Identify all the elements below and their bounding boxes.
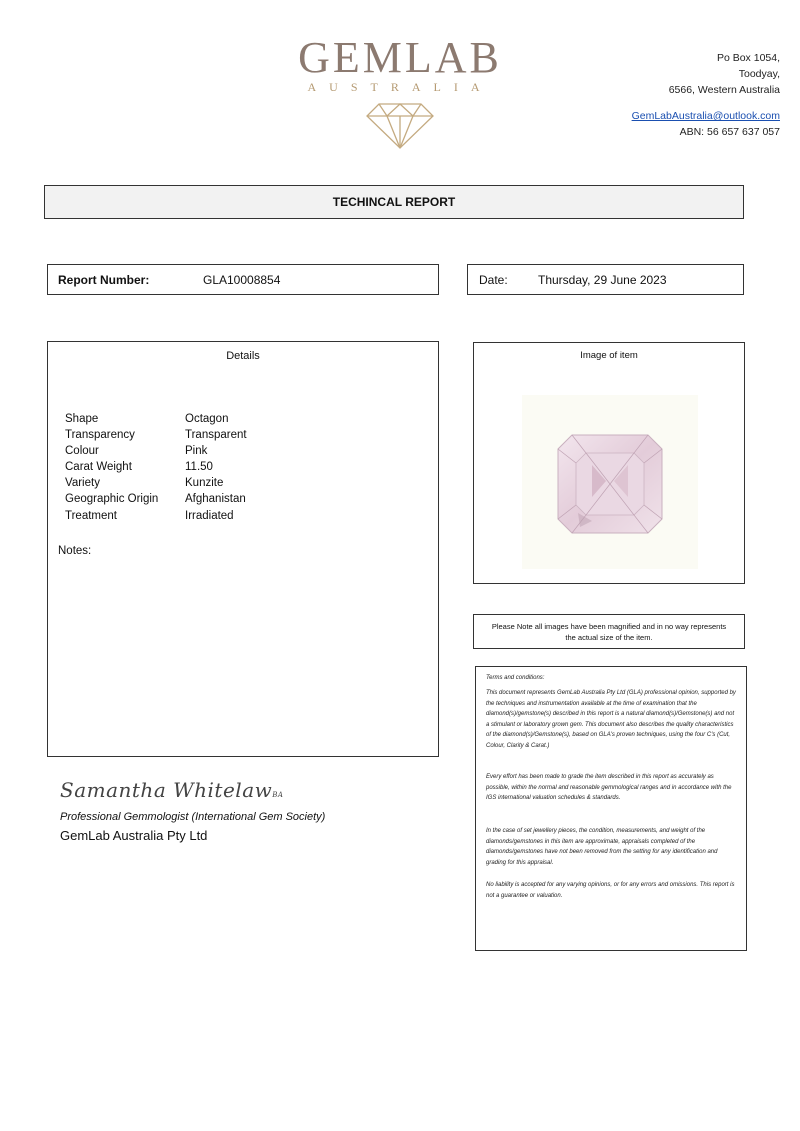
detail-row-treatment — [65, 510, 234, 522]
signatory-company: GemLab Australia Pty Ltd — [60, 828, 208, 843]
address-line-3: 6566, Western Australia — [668, 84, 780, 96]
detail-row-variety — [65, 477, 223, 489]
terms-paragraph-1: This document represents GemLab Australia Pty Ltd (GLA) professional opinion, supported by the techniques and instrumentation available at the time of examination that the diamond(s)/gemstone(s) described in this report is a natural diamond(s)/Gemstone(s) and not a stimulant or laboratory grown gem. This document also describes the quality characteristics of the diamond(s)/Gemstone(s), based on GLA's proven techniques, using the four C's (Cut, Colour, Clarity & Carat.) — [486, 690, 736, 749]
detail-row-origin — [65, 493, 246, 505]
email-link[interactable]: GemLabAustralia@outlook.com — [631, 110, 780, 122]
gem-photo — [522, 395, 698, 569]
detail-row-shape — [65, 413, 228, 425]
abn-number: ABN: 56 657 637 057 — [679, 126, 780, 138]
image-heading: Image of item — [580, 350, 638, 361]
detail-value: Pink — [185, 445, 208, 457]
address-line-1: Po Box 1054, — [716, 52, 780, 64]
detail-value: 11.50 — [185, 461, 213, 473]
address-line-2: Toodyay, — [738, 68, 780, 80]
logo-wordmark: GEMLAB — [298, 33, 502, 82]
date-label: Date: — [479, 273, 508, 287]
signature — [60, 778, 283, 802]
detail-label: Treatment — [65, 510, 117, 522]
detail-label: Colour — [65, 445, 99, 457]
detail-value: Octagon — [185, 413, 229, 425]
detail-value: Afghanistan — [185, 493, 246, 505]
date-box — [467, 264, 744, 295]
signature-suffix: BA — [272, 791, 284, 799]
date-value: Thursday, 29 June 2023 — [538, 273, 667, 287]
details-heading: Details — [226, 350, 260, 362]
detail-value: Irradiated — [185, 510, 234, 522]
detail-label: Shape — [65, 413, 99, 425]
octagon-gemstone-icon — [522, 395, 698, 569]
report-number-label: Report Number: — [58, 273, 150, 287]
lab-address — [632, 50, 780, 140]
terms-heading: Terms and conditions: — [486, 675, 545, 681]
image-note-text: Please Note all images have been magnified and in no way represents the actual size of the item. — [491, 622, 727, 642]
details-box — [47, 341, 439, 757]
terms-box — [475, 666, 747, 951]
terms-paragraph-2: Every effort has been made to grade the item described in this report as accurately as possible, within the normal and reasonable gemmological ranges and in accordance with the IGS international valuation schedules & standards. — [486, 774, 732, 801]
detail-value: Transparent — [185, 429, 247, 441]
detail-label: Transparency — [65, 429, 135, 441]
signatory-title: Professional Gemmologist (International Gem Society) — [60, 811, 326, 823]
signature-name: Samantha Whitelaw — [60, 778, 273, 802]
detail-label: Carat Weight — [65, 461, 132, 473]
notes-label: Notes: — [58, 545, 92, 557]
image-note-box — [473, 614, 745, 649]
gemlab-logo — [270, 30, 530, 160]
report-title: TECHINCAL REPORT — [332, 195, 456, 209]
diamond-outline-icon — [365, 100, 435, 150]
report-number-value: GLA10008854 — [203, 273, 281, 287]
detail-row-transparency — [65, 429, 247, 441]
logo-subtitle: AUSTRALIA — [307, 80, 493, 94]
image-box — [473, 342, 745, 584]
terms-paragraph-4: No liability is accepted for any varying opinions, or for any errors and omissions. This report is not a guarantee or valuation. — [486, 882, 735, 899]
report-title-box — [44, 185, 744, 219]
detail-row-colour — [65, 445, 207, 457]
report-number-box — [47, 264, 439, 295]
terms-paragraph-3: In the case of set jewellery pieces, the condition, measurements, and weight of the diamonds/gemstones in this item are approximate, appraisals completed of the diamonds/gemstones have not been removed from the setting for any identification and grading for this appraisal. — [486, 828, 718, 866]
detail-value: Kunzite — [185, 477, 224, 489]
detail-label: Geographic Origin — [65, 493, 159, 505]
detail-row-carat-weight — [65, 461, 213, 473]
detail-label: Variety — [65, 477, 100, 489]
